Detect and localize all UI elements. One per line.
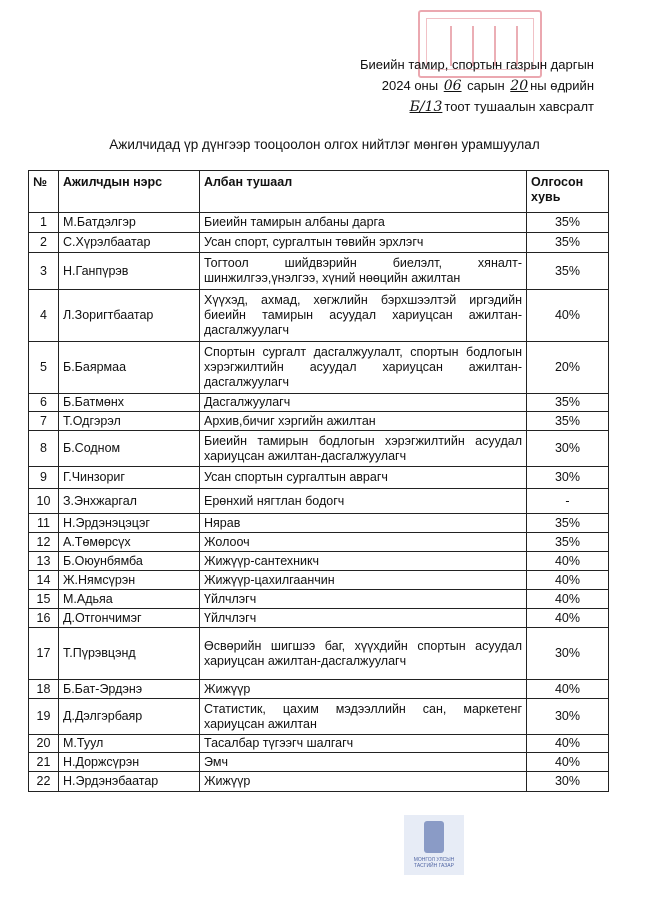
employee-name: М.Адьяа bbox=[59, 590, 200, 609]
table-row bbox=[29, 533, 609, 552]
employee-name: М.Батдэлгэр bbox=[59, 213, 200, 233]
row-number: 20 bbox=[29, 735, 59, 753]
bonus-percent: 40% bbox=[527, 571, 609, 590]
table-row bbox=[29, 735, 609, 753]
row-number: 15 bbox=[29, 590, 59, 609]
position-title: Нярав bbox=[200, 514, 527, 533]
bonus-percent: 40% bbox=[527, 680, 609, 699]
bonus-percent: 40% bbox=[527, 753, 609, 772]
row-number: 10 bbox=[29, 489, 59, 514]
bonus-percent: 35% bbox=[527, 233, 609, 253]
bonus-percent: 30% bbox=[527, 628, 609, 680]
employee-name: Ж.Нямсүрэн bbox=[59, 571, 200, 590]
header-month-label: сарын bbox=[467, 78, 505, 93]
bonus-percent: 35% bbox=[527, 514, 609, 533]
position-title: Биеийн тамирын албаны дарга bbox=[200, 213, 527, 233]
header-year-label: 2024 оны bbox=[381, 78, 439, 93]
header-day: 20 bbox=[510, 78, 529, 94]
row-number: 1 bbox=[29, 213, 59, 233]
row-number: 9 bbox=[29, 467, 59, 489]
header-name: Ажилчдын нэрс bbox=[59, 171, 200, 213]
row-number: 17 bbox=[29, 628, 59, 680]
header-line-2 bbox=[382, 78, 594, 94]
bonus-percent: 40% bbox=[527, 609, 609, 628]
bonus-percent: 35% bbox=[527, 213, 609, 233]
header-line-1: Биеийн тамир, спортын газрын даргын bbox=[359, 57, 594, 72]
row-number: 5 bbox=[29, 342, 59, 394]
header-percent: Олгосон хувь bbox=[527, 171, 609, 213]
bonus-table bbox=[28, 170, 609, 792]
emblem-caption: МОНГОЛ УЛСЫН ТАСГИЙН ГАЗАР bbox=[413, 857, 455, 869]
row-number: 3 bbox=[29, 253, 59, 290]
row-number: 7 bbox=[29, 412, 59, 431]
bonus-percent: 35% bbox=[527, 394, 609, 412]
table-row bbox=[29, 489, 609, 514]
employee-name: М.Туул bbox=[59, 735, 200, 753]
table-row bbox=[29, 590, 609, 609]
employee-name: Б.Батмөнх bbox=[59, 394, 200, 412]
row-number: 22 bbox=[29, 772, 59, 792]
table-row bbox=[29, 628, 609, 680]
position-title: Тогтоол шийдвэрийн биелэлт, хяналт-шинжилгээ,үнэлгээ, хүний нөөцийн ажилтан bbox=[200, 253, 527, 290]
bonus-percent: 40% bbox=[527, 290, 609, 342]
employee-name: Д.Дэлгэрбаяр bbox=[59, 699, 200, 735]
position-title: Биеийн тамирын бодлогын хэрэгжилтийн асуудал хариуцсан ажилтан-дасгалжуулагч bbox=[200, 431, 527, 467]
position-title: Жижүүр bbox=[200, 772, 527, 792]
bonus-percent: 30% bbox=[527, 467, 609, 489]
row-number: 14 bbox=[29, 571, 59, 590]
employee-name: Т.Пүрэвцэнд bbox=[59, 628, 200, 680]
row-number: 12 bbox=[29, 533, 59, 552]
bonus-percent: 35% bbox=[527, 533, 609, 552]
table-row bbox=[29, 753, 609, 772]
row-number: 6 bbox=[29, 394, 59, 412]
table-row bbox=[29, 467, 609, 489]
employee-name: Г.Чинзориг bbox=[59, 467, 200, 489]
employee-name: Н.Доржсүрэн bbox=[59, 753, 200, 772]
employee-name: Н.Эрдэнэбаатар bbox=[59, 772, 200, 792]
table-row bbox=[29, 609, 609, 628]
bonus-percent: 40% bbox=[527, 590, 609, 609]
row-number: 19 bbox=[29, 699, 59, 735]
document-title: Ажилчидад үр дүнгээр тооцоолон олгох нийтлэг мөнгөн урамшуулал bbox=[109, 137, 540, 152]
row-number: 13 bbox=[29, 552, 59, 571]
table-body bbox=[29, 213, 609, 792]
position-title: Өсвөрийн шигшээ баг, хүүхдийн спортын асуудал хариуцсан ажилтан-дасгалжуулагч bbox=[200, 628, 527, 680]
employee-name: Н.Эрдэнэцэцэг bbox=[59, 514, 200, 533]
row-number: 8 bbox=[29, 431, 59, 467]
table-header-row bbox=[29, 171, 609, 213]
bonus-percent: 40% bbox=[527, 552, 609, 571]
bonus-percent: 30% bbox=[527, 699, 609, 735]
position-title: Жижүүр-цахилгаанчин bbox=[200, 571, 527, 590]
position-title: Жижүүр-сантехникч bbox=[200, 552, 527, 571]
position-title: Үйлчлэгч bbox=[200, 609, 527, 628]
table-row bbox=[29, 412, 609, 431]
table-row bbox=[29, 290, 609, 342]
row-number: 18 bbox=[29, 680, 59, 699]
header-month: 06 bbox=[443, 78, 462, 94]
bonus-percent: - bbox=[527, 489, 609, 514]
position-title: Усан спорт, сургалтын төвийн эрхлэгч bbox=[200, 233, 527, 253]
position-title: Архив,бичиг хэргийн ажилтан bbox=[200, 412, 527, 431]
position-title: Жижүүр bbox=[200, 680, 527, 699]
position-title: Хүүхэд, ахмад, хөгжлийн бэрхшээлтэй иргэдийн биеийн тамирын асуудал хариуцсан ажилтан-дасгалжуулагч bbox=[200, 290, 527, 342]
bonus-percent: 40% bbox=[527, 735, 609, 753]
position-title: Үйлчлэгч bbox=[200, 590, 527, 609]
position-title: Тасалбар түгээгч шалгагч bbox=[200, 735, 527, 753]
row-number: 21 bbox=[29, 753, 59, 772]
header-order-label: тоот тушаалын хавсралт bbox=[444, 99, 594, 114]
employee-name: Б.Баярмаа bbox=[59, 342, 200, 394]
employee-name: Д.Отгончимэг bbox=[59, 609, 200, 628]
table-row bbox=[29, 772, 609, 792]
row-number: 11 bbox=[29, 514, 59, 533]
bonus-percent: 35% bbox=[527, 412, 609, 431]
position-title: Жолооч bbox=[200, 533, 527, 552]
table-row bbox=[29, 213, 609, 233]
position-title: Усан спортын сургалтын аврагч bbox=[200, 467, 527, 489]
header-num: № bbox=[29, 171, 59, 213]
table-row bbox=[29, 431, 609, 467]
employee-name: С.Хүрэлбаатар bbox=[59, 233, 200, 253]
header-position: Албан тушаал bbox=[200, 171, 527, 213]
table-row bbox=[29, 699, 609, 735]
position-title: Спортын сургалт дасгалжуулалт, спортын бодлогын хэрэгжилтийн асуудал хариуцсан ажилтан-дасгалжуулагч bbox=[200, 342, 527, 394]
table-row bbox=[29, 552, 609, 571]
table-row bbox=[29, 342, 609, 394]
bonus-percent: 30% bbox=[527, 431, 609, 467]
employee-name: Л.Зоригтбаатар bbox=[59, 290, 200, 342]
employee-name: Т.Одгэрэл bbox=[59, 412, 200, 431]
employee-name: З.Энхжаргал bbox=[59, 489, 200, 514]
row-number: 16 bbox=[29, 609, 59, 628]
table-row bbox=[29, 680, 609, 699]
soyombo-icon bbox=[424, 821, 444, 853]
employee-name: Б.Оюунбямба bbox=[59, 552, 200, 571]
table-row bbox=[29, 394, 609, 412]
header-order-number: Б/13 bbox=[409, 99, 443, 115]
header-line-3 bbox=[408, 99, 594, 115]
position-title: Ерөнхий нягтлан бодогч bbox=[200, 489, 527, 514]
row-number: 4 bbox=[29, 290, 59, 342]
table-row bbox=[29, 253, 609, 290]
employee-name: Б.Содном bbox=[59, 431, 200, 467]
table-row bbox=[29, 571, 609, 590]
table-row bbox=[29, 514, 609, 533]
position-title: Дасгалжуулагч bbox=[200, 394, 527, 412]
bonus-percent: 20% bbox=[527, 342, 609, 394]
employee-name: Н.Ганпүрэв bbox=[59, 253, 200, 290]
emblem-logo bbox=[404, 815, 464, 875]
row-number: 2 bbox=[29, 233, 59, 253]
employee-name: А.Төмөрсүх bbox=[59, 533, 200, 552]
position-title: Статистик, цахим мэдээллийн сан, маркетенг хариуцсан ажилтан bbox=[200, 699, 527, 735]
employee-name: Б.Бат-Эрдэнэ bbox=[59, 680, 200, 699]
position-title: Эмч bbox=[200, 753, 527, 772]
table-row bbox=[29, 233, 609, 253]
bonus-percent: 30% bbox=[527, 772, 609, 792]
header-day-label: ны өдрийн bbox=[530, 78, 594, 93]
bonus-percent: 35% bbox=[527, 253, 609, 290]
